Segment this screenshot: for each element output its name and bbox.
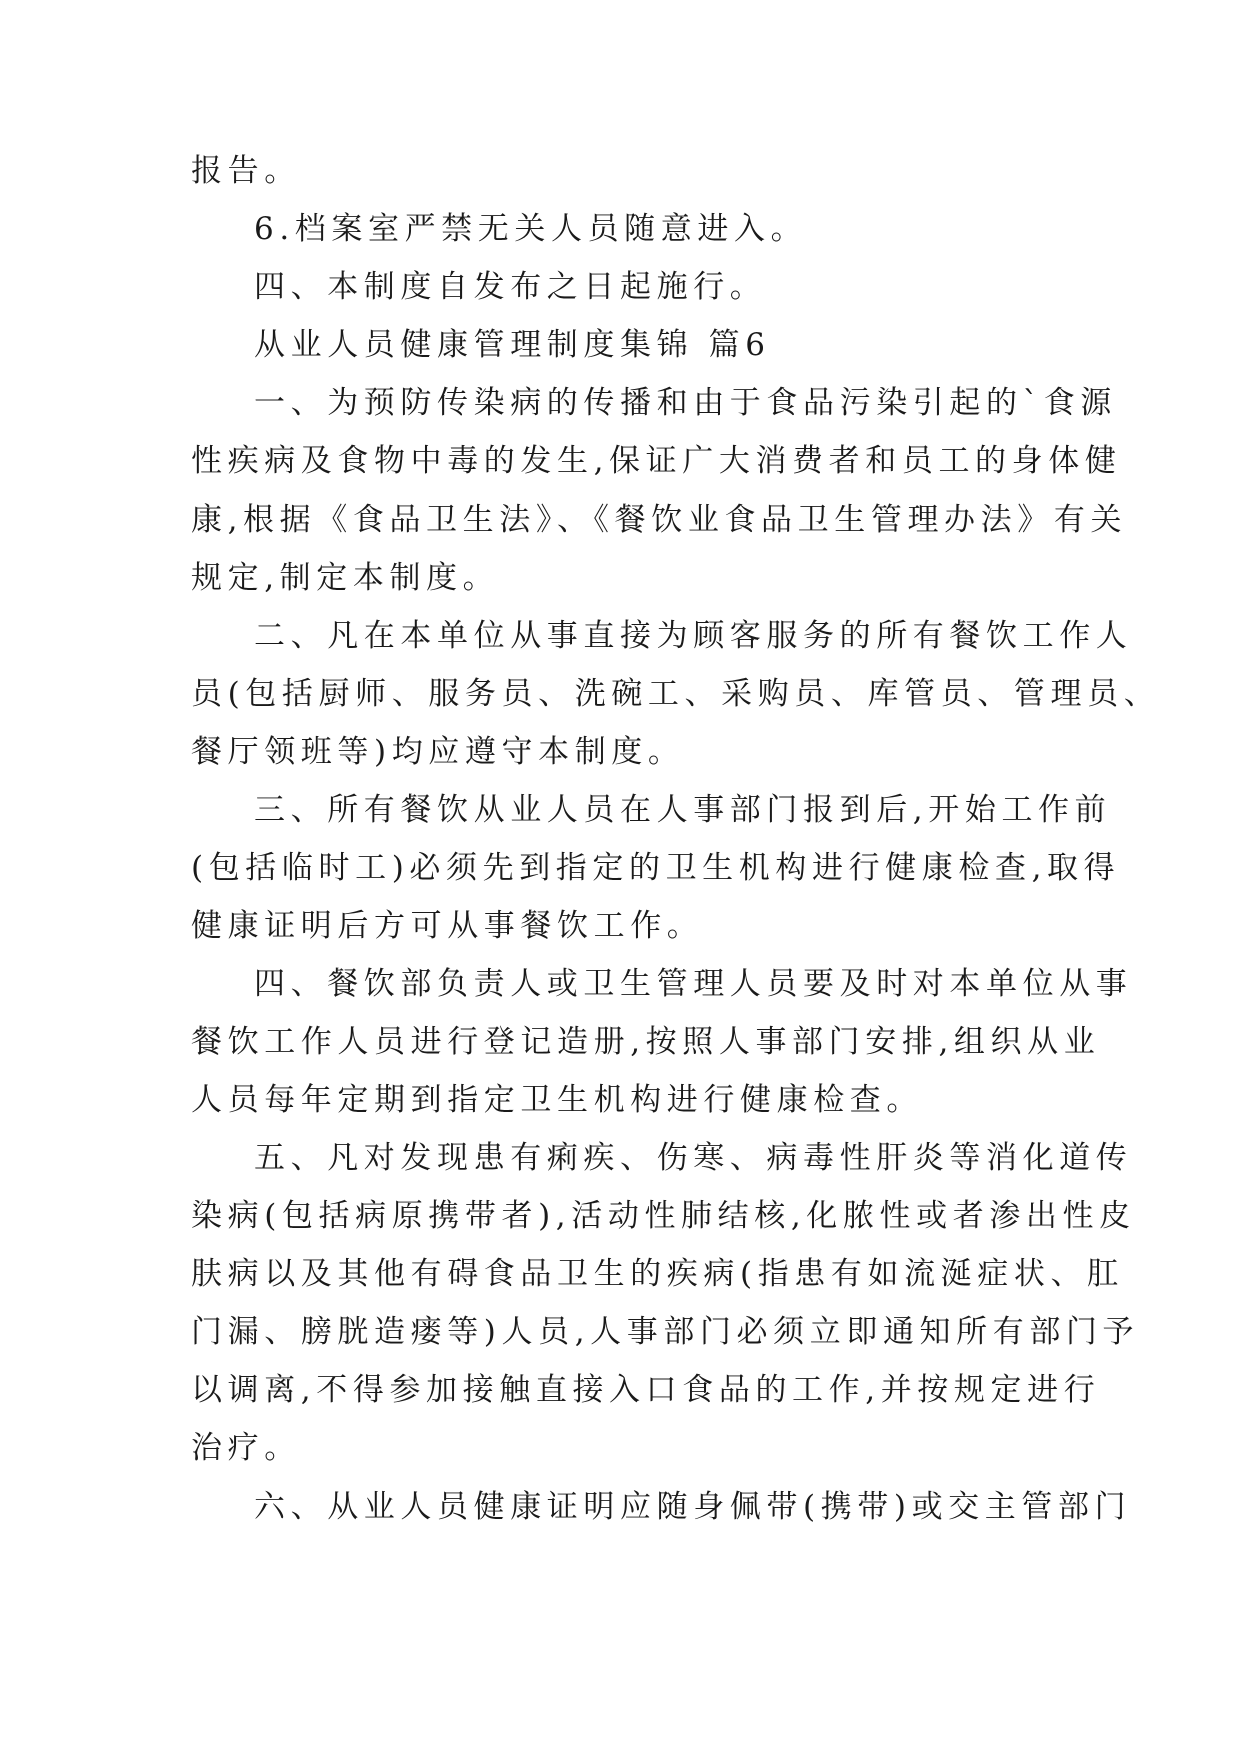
text-line: 人员每年定期到指定卫生机构进行健康检查。 bbox=[191, 1082, 923, 1118]
text-line: 餐厅领班等)均应遵守本制度。 bbox=[191, 734, 685, 770]
text-line: 以调离,不得参加接触直接入口食品的工作,并按规定进行 bbox=[191, 1372, 1101, 1408]
text-line: 报告。 bbox=[191, 153, 301, 189]
text-line: 一、为预防传染病的传播和由于食品污染引起的`食源 bbox=[254, 385, 1117, 421]
text-line: 治疗。 bbox=[191, 1430, 301, 1466]
text-line: 餐饮工作人员进行登记造册,按照人事部门安排,组织从业 bbox=[191, 1024, 1101, 1060]
text-line: 四、餐饮部负责人或卫生管理人员要及时对本单位从事 bbox=[254, 966, 1133, 1002]
text-line: 门漏、膀胱造瘘等)人员,人事部门必须立即通知所有部门予 bbox=[191, 1314, 1140, 1350]
section-heading: 从业人员健康管理制度集锦 篇6 bbox=[254, 327, 771, 363]
text-line: 二、凡在本单位从事直接为顾客服务的所有餐饮工作人 bbox=[254, 618, 1133, 654]
text-line: 康,根据《食品卫生法》、《餐饮业食品卫生管理办法》有关 bbox=[191, 502, 1128, 538]
text-line: (包括临时工)必须先到指定的卫生机构进行健康检查,取得 bbox=[191, 850, 1121, 886]
text-line: 健康证明后方可从事餐饮工作。 bbox=[191, 908, 704, 944]
text-line: 五、凡对发现患有痢疾、伤寒、病毒性肝炎等消化道传 bbox=[254, 1140, 1133, 1176]
text-line: 肤病以及其他有碍食品卫生的疾病(指患有如流涎症状、肛 bbox=[191, 1256, 1124, 1292]
text-line: 性疾病及食物中毒的发生,保证广大消费者和员工的身体健 bbox=[191, 443, 1122, 479]
text-line: 6.档案室严禁无关人员随意进入。 bbox=[254, 211, 808, 247]
text-line: 规定,制定本制度。 bbox=[191, 560, 500, 596]
text-line: 四、本制度自发布之日起施行。 bbox=[254, 269, 767, 305]
text-line: 六、从业人员健康证明应随身佩带(携带)或交主管部门 bbox=[254, 1489, 1132, 1525]
text-line: 染病(包括病原携带者),活动性肺结核,化脓性或者渗出性皮 bbox=[191, 1198, 1136, 1234]
text-line: 三、所有餐饮从业人员在人事部门报到后,开始工作前 bbox=[254, 792, 1112, 828]
text-line: 员(包括厨师、服务员、洗碗工、采购员、库管员、管理员、 bbox=[191, 676, 1161, 712]
